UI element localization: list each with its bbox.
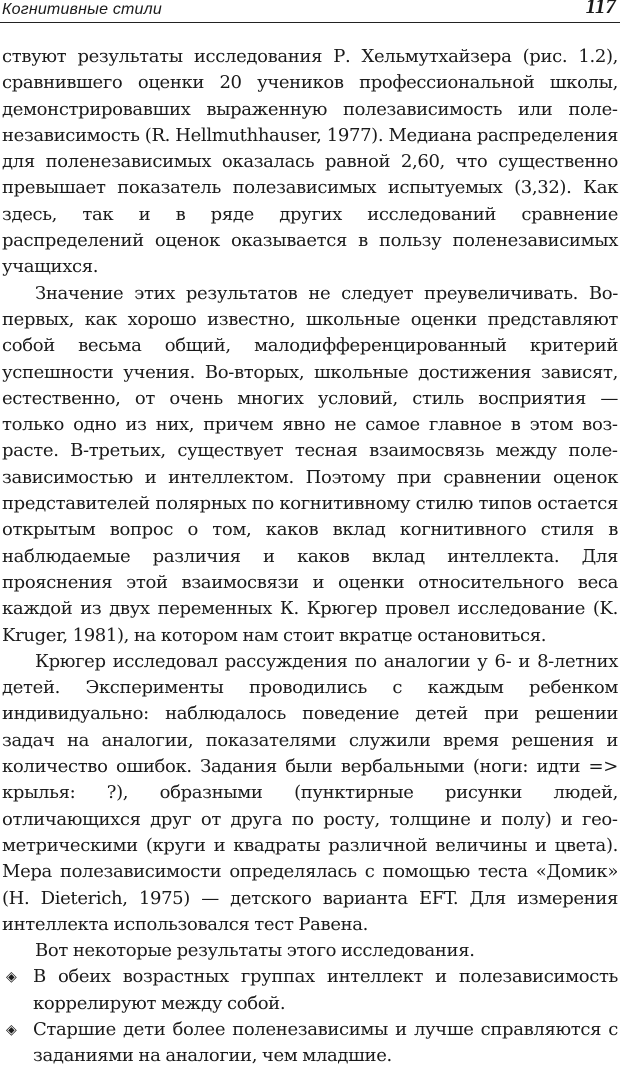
list-item-text: Старшие дети более поленезависимы и лучше справляются с заданиями на аналогии, чем младшие.	[33, 1018, 618, 1067]
results-list	[2, 964, 618, 1069]
list-item	[2, 1017, 618, 1070]
running-header	[0, 0, 620, 23]
diamond-bullet-icon: ◈	[6, 1021, 17, 1038]
paragraph: Крюгер исследовал рассуждения по аналогии у 6- и 8-летних детей. Эксперименты проводились с каждым ребенком индивидуально: наблюдалось поведение детей при решении задач на аналогии, показателями служили время решения и количество ошибок. Задания были вербальными (ноги: идти => крылья: ?), образными (пунктирные рисунки людей, отличающихся друг от друга по росту, толщине и полу) и геометрическими (круги и квадраты различной величины и цвета). Мера полезависимости определялась с помощью теста «Домик» (H. Dieterich, 1975) — детского варианта EFT. Для измерения интеллекта использовался тест Равена.	[2, 650, 618, 935]
running-head-title: Когнитивные стили	[2, 1, 162, 18]
list-item	[2, 964, 618, 1017]
paragraph: Значение этих результатов не следует преувеличивать. Во-первых, как хорошо известно, школьные оценки представляют собой весьма общий, малодифференцированный критерий успешности учения. Во-вторых, школьные достижения зависят, естественно, от очень многих условий, стиль восприятия — только одно из них, причем явно не самое главное в этом возрасте. В-третьих, существует тесная взаимосвязь между полезависимостью и интеллектом. Поэтому при сравнении оценок представителей полярных по когнитивному стилю типов остается открытым вопрос о том, каков вклад когнитивного стиля в наблюдаемые различия и каков вклад интеллекта. Для прояснения этой взаимосвязи и оценки относительного веса каждой из двух переменных К. Крюгер провел исследование (K. Kruger, 1981), на котором нам стоит вкратце остановиться.	[2, 282, 618, 646]
page-number: 117	[585, 0, 616, 18]
diamond-bullet-icon: ◈	[6, 969, 17, 986]
list-item-text: В обеих возрастных группах интеллект и полезависимость коррелируют между собой.	[33, 966, 618, 1014]
page-body	[2, 44, 618, 1070]
paragraph-continued: ствуют результаты исследования Р. Хельмутхайзера (рис. 1.2), сравнившего оценки 20 учеников профессиональной школы, демонстрировавших выраженную полезависимость или поленезависимость (R. Hellmuthhauser, 1977). Медиана распределения для поленезависимых оказалась равной 2,60, что существенно превышает показатель полезависимых испытуемых (3,32). Как здесь, так и в ряде других исследований сравнение распределений оценок оказывается в пользу поленезависимых учащихся.	[2, 46, 618, 278]
paragraph: Вот некоторые результаты этого исследования.	[35, 940, 475, 962]
